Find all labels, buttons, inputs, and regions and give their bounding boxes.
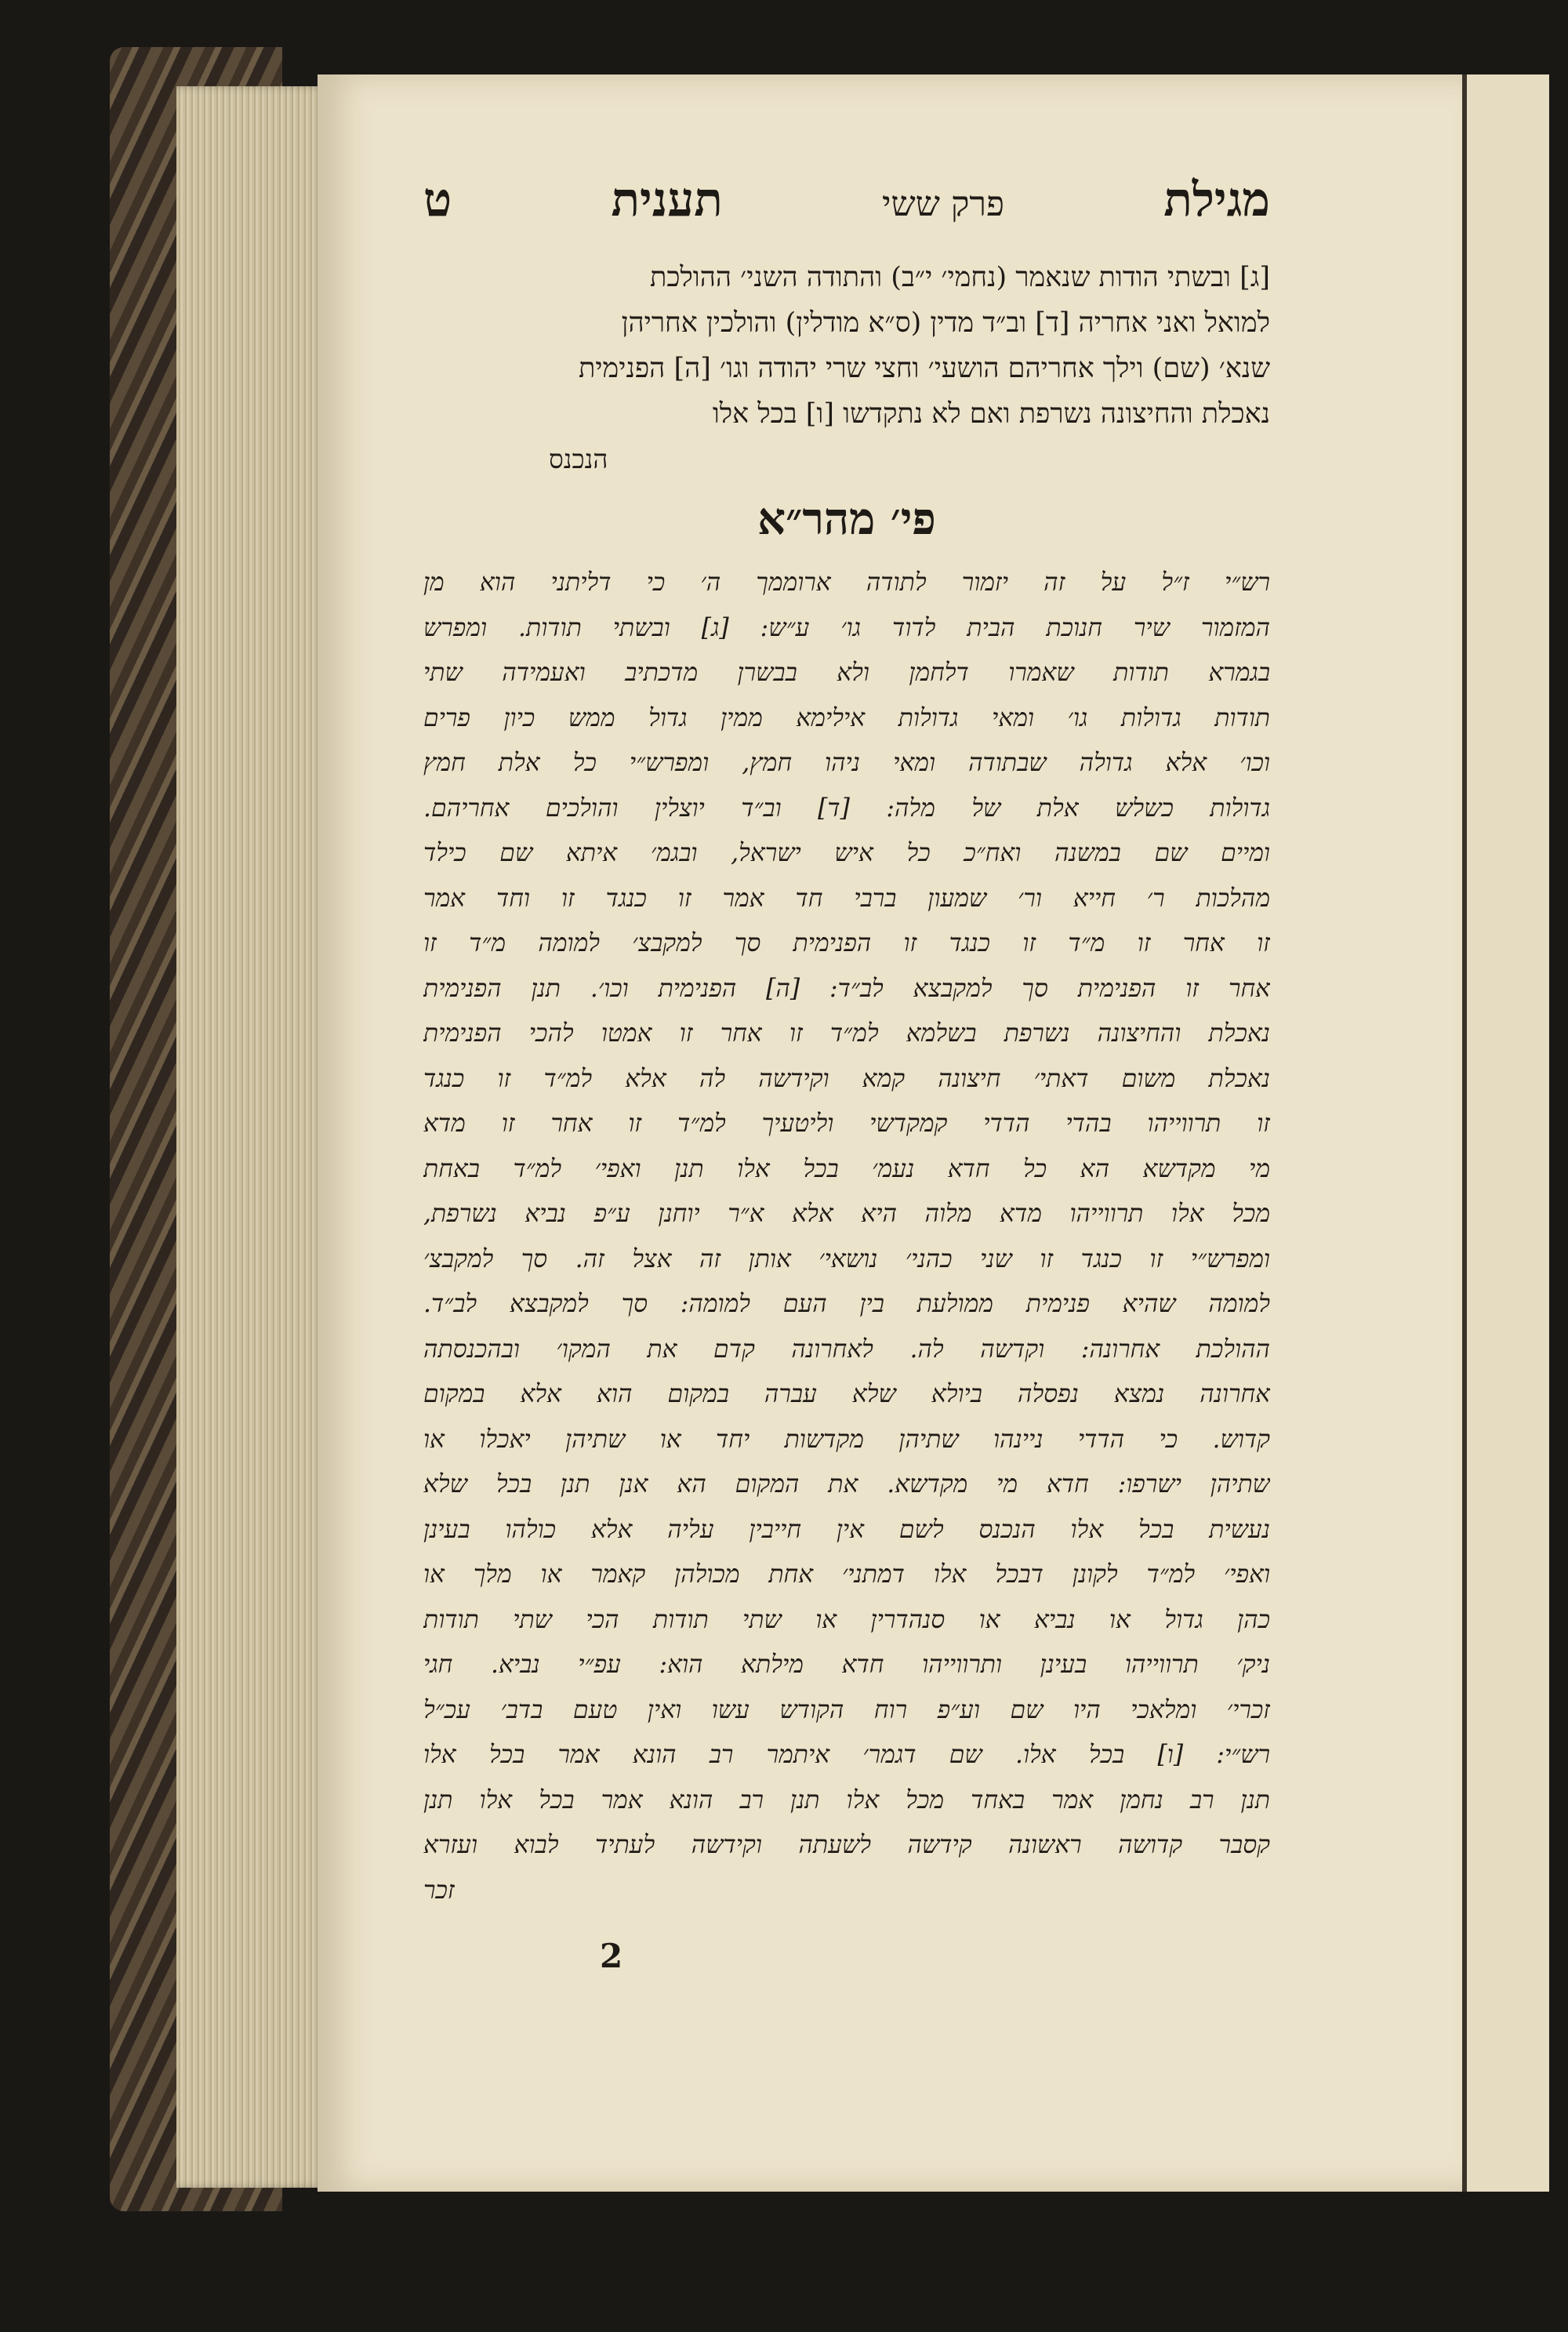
commentary-line: זו תרווייהו בהדי הדדי קמקדשי וליטעיך למ״ד זו אחר זו מדא <box>423 1110 1270 1138</box>
mishnah-line: נאכלת והחיצונה נשרפת ואם לא נתקדשו [ו] בכל אלו <box>712 398 1270 430</box>
commentary-line: רש״י: [ו] בכל אלו. שם דגמר׳ איתמר רב הונא אמר בכל אלו <box>423 1741 1270 1769</box>
title-left: תענית <box>611 173 723 227</box>
commentary-line: קסבר קדושה ראשונה קידשה לשעתה וקידשה לעתיד לבוא ועזרא <box>423 1831 1270 1859</box>
commentary-line: תודות גדולות גו׳ ומאי גדולות אילימא ממין גדול ממש כיון פרים <box>423 703 1270 732</box>
commentary-line: נאכלת והחיצונה נשרפת בשלמא למ״ד זו אחר זו אמטו להכי הפנימית <box>423 1019 1270 1048</box>
commentary-line: אחרונה נמצא נפסלה ביולא שלא עברה במקום הוא אלא במקום <box>423 1380 1270 1408</box>
page-edges <box>176 86 325 2188</box>
commentary-line: נעשית בכל אלו הנכנס לשם אין חייבין עליה אלא כולהו בעינן <box>423 1515 1270 1544</box>
commentary-line: מי מקדשא הא כל חדא נעמ׳ בכל אלו תנן ואפי׳ למ״ד באחת <box>423 1154 1270 1183</box>
mishnah-line-last: הנכנס <box>549 444 608 474</box>
folio-number: 2 <box>600 1937 623 1975</box>
chapter-label: פרק ששי <box>882 184 1005 224</box>
commentary-line: וכו׳ אלא גדולה שבתודה ומאי ניהו חמץ, ומפרש״י כל אלת חמץ <box>423 749 1270 777</box>
commentary-line: בגמרא תודות שאמרו דלחמן ולא בבשרן מדכתיב ואעמידה שתי <box>423 659 1270 687</box>
commentary-heading: פי׳ מהר״א <box>757 493 936 545</box>
commentary-line: נאכלת משום דאתי׳ חיצונה קמא וקידשה לה אלא למ״ד זו כנגד <box>423 1064 1270 1093</box>
commentary-line: תנן רב נחמן אמר באחד מכל אלו תנן רב הונא אמר בכל אלו תנן <box>423 1785 1270 1814</box>
commentary-line: מהלכות ר׳ חייא ור׳ שמעון ברבי חד אמר זו כנגד זו וחד אמר <box>423 884 1270 913</box>
commentary-line: למומה שהיא פנימית ממולעת בין העם למומה: סך למקבצא לב״ד. <box>423 1290 1270 1318</box>
commentary-line: ההולכת אחרונה: וקדשה לה. לאחרונה קדם את המקו׳ ובהכנסתה <box>423 1335 1270 1364</box>
mishnah-line: שנא׳ (שם) וילך אחריהם הושעי׳ וחצי שרי יהודה וגו׳ [ה] הפנימית <box>579 353 1270 384</box>
title-right: מגילת <box>1163 173 1270 227</box>
commentary-line: כהן גדול או נביא או סנהדרין או שתי תודות הכי שתי תודות <box>423 1605 1270 1634</box>
right-page-edge <box>1462 74 1549 2192</box>
mishnah-text <box>423 255 1270 482</box>
page-content <box>423 173 1270 1913</box>
commentary-line: קדוש. כי הדדי ניינהו שתיהן מקדשות יחד או שתיהן יאכלו או <box>423 1425 1270 1454</box>
page-letter: ט <box>423 173 452 227</box>
commentary-line: אחר זו הפנימית סך למקבצא לב״ד: [ה] הפנימית וכו׳. תנן הפנימית <box>423 974 1270 1003</box>
commentary-line: מכל אלו תרווייהו מדא מלוה היא אלא א״ר יוחנן ע״פ נביא נשרפת, <box>423 1200 1270 1228</box>
commentary-line: רש״י ז״ל על זה יזמור לתודה ארוממך ה׳ כי דליתני הוא מן <box>423 568 1270 597</box>
commentary-text <box>423 561 1270 1913</box>
commentary-line: ומיים שם במשנה ואח״כ כל איש ישראל, ובגמ׳ איתא שם כילד <box>423 839 1270 867</box>
commentary-line: שתיהן ישרפו: חדא מי מקדשא. את המקום הא אנן תנן בכל שלא <box>423 1470 1270 1498</box>
commentary-line: זכרי׳ ומלאכי היו שם וע״פ רוח הקודש עשו ואין טעם בדב׳ עכ״ל <box>423 1695 1270 1724</box>
mishnah-line: [ג] ובשתי הודות שנאמר (נחמי׳ י״ב) והתודה השני׳ ההולכת <box>649 262 1270 293</box>
commentary-line: המזמור שיר חנוכת הבית לדוד גו׳ ע״ש: [ג] ובשתי תודות. ומפרש <box>423 613 1270 642</box>
commentary-line: גדולות כשלש אלת של מלה: [ד] וב״ד יוצלין והולכים אחריהם. <box>423 794 1270 823</box>
commentary-line: ואפי׳ למ״ד לקונן דבכל אלו דמתני׳ אחת מכולהן קאמר או מלך או <box>423 1560 1270 1589</box>
commentary-line: ניק׳ תרווייהו בעינן ותרווייהו חדא מילתא הוא: עפ״י נביא. חגי <box>423 1651 1270 1679</box>
running-head <box>423 173 1270 227</box>
mishnah-line: למואל ואני אחריה [ד] וב״ד מדין (ס״א מודלין) והולכין אחריהן <box>621 307 1270 339</box>
catchword: זכר <box>423 1876 455 1905</box>
commentary-line: ומפרש״י זו כנגד זו שני כהני׳ נושאי׳ אותן זה אצל זה. סך למקבצ׳ <box>423 1244 1270 1273</box>
commentary-line: זו אחר זו מ״ד זו כנגד זו הפנימית סך למקבצ׳ למומה מ״ד זו <box>423 929 1270 957</box>
